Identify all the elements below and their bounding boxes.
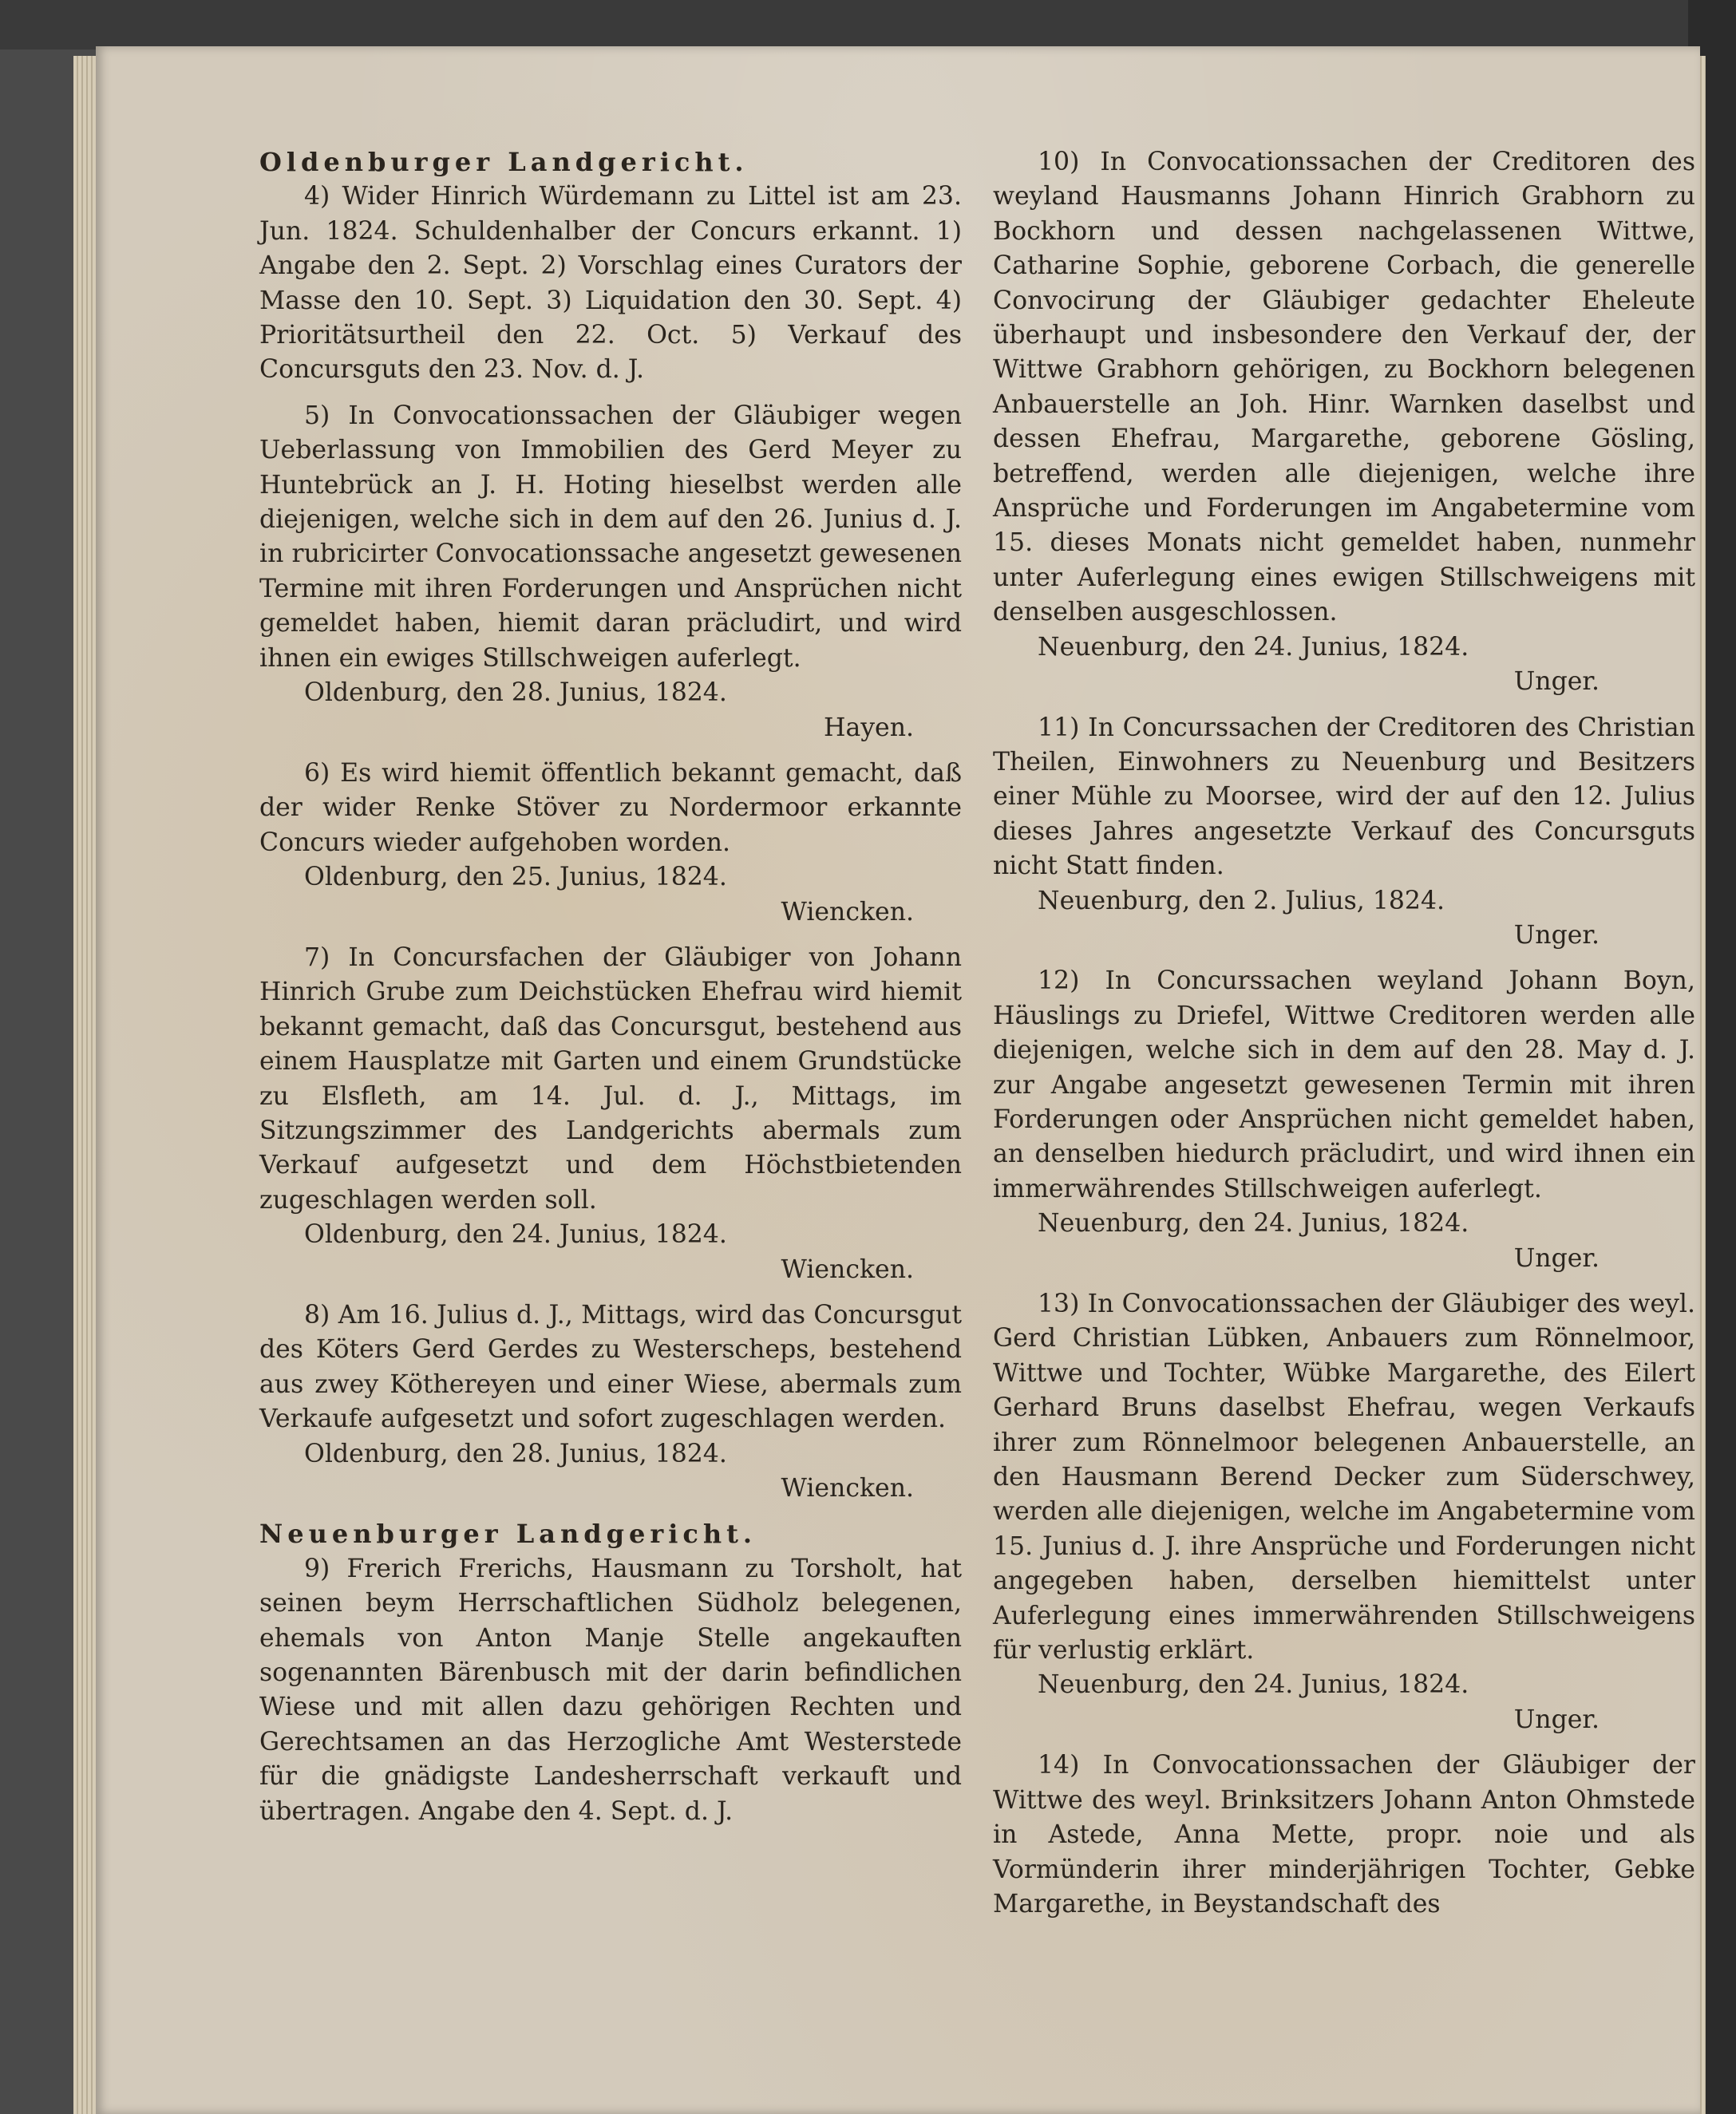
notice-signer: Unger. bbox=[1513, 1705, 1600, 1734]
section-heading-oldenburg: Oldenburger Landgericht. bbox=[259, 147, 749, 177]
notice-place-date: Oldenburg, den 24. Junius, 1824. bbox=[304, 1220, 727, 1250]
notice-9 bbox=[259, 1552, 962, 1829]
notice-signer: Wiencken. bbox=[781, 1474, 914, 1504]
notice-place-date: Oldenburg, den 25. Junius, 1824. bbox=[304, 863, 727, 892]
right-column bbox=[993, 145, 1695, 1922]
notice-14 bbox=[993, 1748, 1695, 1922]
notice-place-date: Oldenburg, den 28. Junius, 1824. bbox=[304, 1439, 727, 1468]
notice-signer: Unger. bbox=[1513, 1243, 1600, 1273]
notice-8 bbox=[259, 1298, 962, 1506]
notice-text: 10) In Convocationssachen der Creditoren des weyland Hausmanns Johann Hinrich Grabhorn zu Bockhorn und dessen nachgelassenen Wittwe, Catharine Sophie, geborene Corbach, die generelle Convocirung der Gläubiger gedachter Eheleute überhaupt und insbesondere den Verkauf der, der Wittwe Grabhorn gehörigen, zu Bockhorn belegenen Anbauerstelle an Joh. Hinr. Warnken daselbst und dessen Ehefrau, Margarethe, geborene Gösling, betreffend, werden alle diejenigen, welche ihre Ansprüche und Forderungen im Angabetermine vom 15. dieses Monats nicht gemeldet haben, nunmehr unter Auferlegung eines ewigen Stillschweigens mit denselben ausgeschlossen. bbox=[993, 148, 1695, 627]
notice-signer: Hayen. bbox=[824, 713, 914, 742]
scan-background-top bbox=[0, 0, 1736, 49]
notice-6 bbox=[259, 757, 962, 930]
notice-signer: Wiencken. bbox=[781, 1255, 914, 1284]
notice-text: 13) In Convocationssachen der Gläubiger des weyl. Gerd Christian Lübken, Anbauers zum Rönnelmoor, Wittwe und Tochter, Wübke Margarethe, des Eilert Gerhard Bruns daselbst Ehefrau, wegen Verkaufs ihrer zum Rönnelmoor belegenen Anbauerstelle, an den Hausmann Berend Decker zum Süderschwey, werden alle diejenigen, welche im Angabetermine vom 15. Junius d. J. ihre Ansprüche und Forderungen nicht angegeben haben, derselben hiemittelst unter Auferlegung eines immerwährenden Stillschweigens für verlustig erklärt. bbox=[993, 1290, 1695, 1666]
notice-place-date: Neuenburg, den 2. Julius, 1824. bbox=[1038, 886, 1445, 915]
notice-text: 6) Es wird hiemit öffentlich bekannt gemacht, daß der wider Renke Stöver zu Nordermoor erkannte Concurs wieder aufgehoben worden. bbox=[259, 758, 962, 857]
notice-text: 7) In Concursfachen der Gläubiger von Johann Hinrich Grube zum Deichstücken Ehefrau wird hiemit bekannt gemacht, daß das Concursgut, bestehend aus einem Hausplatze mit Garten und einem Grundstücke zu Elsfleth, am 14. Jul. d. J., Mittags, im Sitzungszimmer des Landgerichts abermals zum Verkauf aufgesetzt und dem Höchstbietenden zugeschlagen werden soll. bbox=[259, 942, 962, 1215]
notice-signer: Wiencken. bbox=[781, 897, 914, 927]
notice-5 bbox=[259, 399, 962, 745]
notice-place-date: Neuenburg, den 24. Junius, 1824. bbox=[1038, 1670, 1469, 1700]
notice-place-date: Oldenburg, den 28. Junius, 1824. bbox=[304, 678, 727, 708]
notice-11 bbox=[993, 711, 1695, 954]
notice-place-date: Neuenburg, den 24. Junius, 1824. bbox=[1038, 1209, 1469, 1239]
notice-7 bbox=[259, 941, 962, 1287]
notice-text: 12) In Concurssachen weyland Johann Boyn, Häuslings zu Driefel, Wittwe Creditoren werden alle diejenigen, welche sich in dem auf den 28. May d. J. zur Angabe angesetzt gewesenen Termin mit ihren Forderungen oder Ansprüchen nicht gemeldet haben, an denselben hiedurch präcludirt, und wird ihnen ein immerwährendes Stillschweigen auferlegt. bbox=[993, 966, 1695, 1203]
notice-place-date: Neuenburg, den 24. Junius, 1824. bbox=[1038, 632, 1469, 662]
notice-4 bbox=[259, 180, 962, 387]
notice-13 bbox=[993, 1287, 1695, 1737]
notice-text: 8) Am 16. Julius d. J., Mittags, wird das Concursgut des Köters Gerd Gerdes zu Westerscheps, bestehend aus zwey Köthereyen und einer Wiese, abermals zum Verkaufe aufgesetzt und sofort zugeschlagen werden. bbox=[259, 1301, 962, 1434]
left-column bbox=[259, 145, 962, 1829]
notice-signer: Unger. bbox=[1513, 920, 1600, 950]
notice-text: 4) Wider Hinrich Würdemann zu Littel ist am 23. Jun. 1824. Schuldenhalber der Concurs erkannt. 1) Angabe den 2. Sept. 2) Vorschlag eines Curators der Masse den 10. Sept. 3) Liquidation den 30. Sept. 4) Prioritätsurtheil den 22. Oct. 5) Verkauf des Concursguts den 23. Nov. d. J. bbox=[259, 182, 962, 385]
notice-signer: Unger. bbox=[1513, 667, 1600, 697]
notice-text: 5) In Convocationssachen der Gläubiger wegen Ueberlassung von Immobilien des Gerd Meyer zu Huntebrück an J. H. Hoting hieselbst werden alle diejenigen, welche sich in dem auf den 26. Junius d. J. in rubricirter Convocationssache angesetzt gewesenen Termine mit ihren Forderungen und Ansprüchen nicht gemeldet haben, hiemit daran präcludirt, und wird ihnen ein ewiges Stillschweigen auferlegt. bbox=[259, 401, 962, 673]
notice-text: 11) In Concurssachen der Creditoren des Christian Theilen, Einwohners zu Neuenburg und Besitzers einer Mühle zu Moorsee, wird der auf den 12. Julius dieses Jahres angesetzte Verkauf des Concursguts nicht Statt finden. bbox=[993, 713, 1695, 881]
notice-12 bbox=[993, 964, 1695, 1276]
section-heading-neuenburg: Neuenburger Landgericht. bbox=[259, 1519, 757, 1550]
notice-text: 9) Frerich Frerichs, Hausmann zu Torsholt, hat seinen beym Herrschaftlichen Südholz belegenen, ehemals von Anton Manje Stelle angekauften sogenannten Bärenbusch mit der darin befindlichen Wiese und mit allen dazu gehörigen Rechten und Gerechtsamen an das Herzogliche Amt Westerstede für die gnädigste Landesherrschaft verkauft und übertragen. Angabe den 4. Sept. d. J. bbox=[259, 1554, 962, 1826]
notice-text: 14) In Convocationssachen der Gläubiger der Wittwe des weyl. Brinksitzers Johann Anton Ohmstede in Astede, Anna Mette, propr. noie und als Vormünderin ihrer minderjährigen Tochter, Gebke Margarethe, in Beystandschaft des bbox=[993, 1751, 1695, 1918]
notice-10 bbox=[993, 145, 1695, 700]
